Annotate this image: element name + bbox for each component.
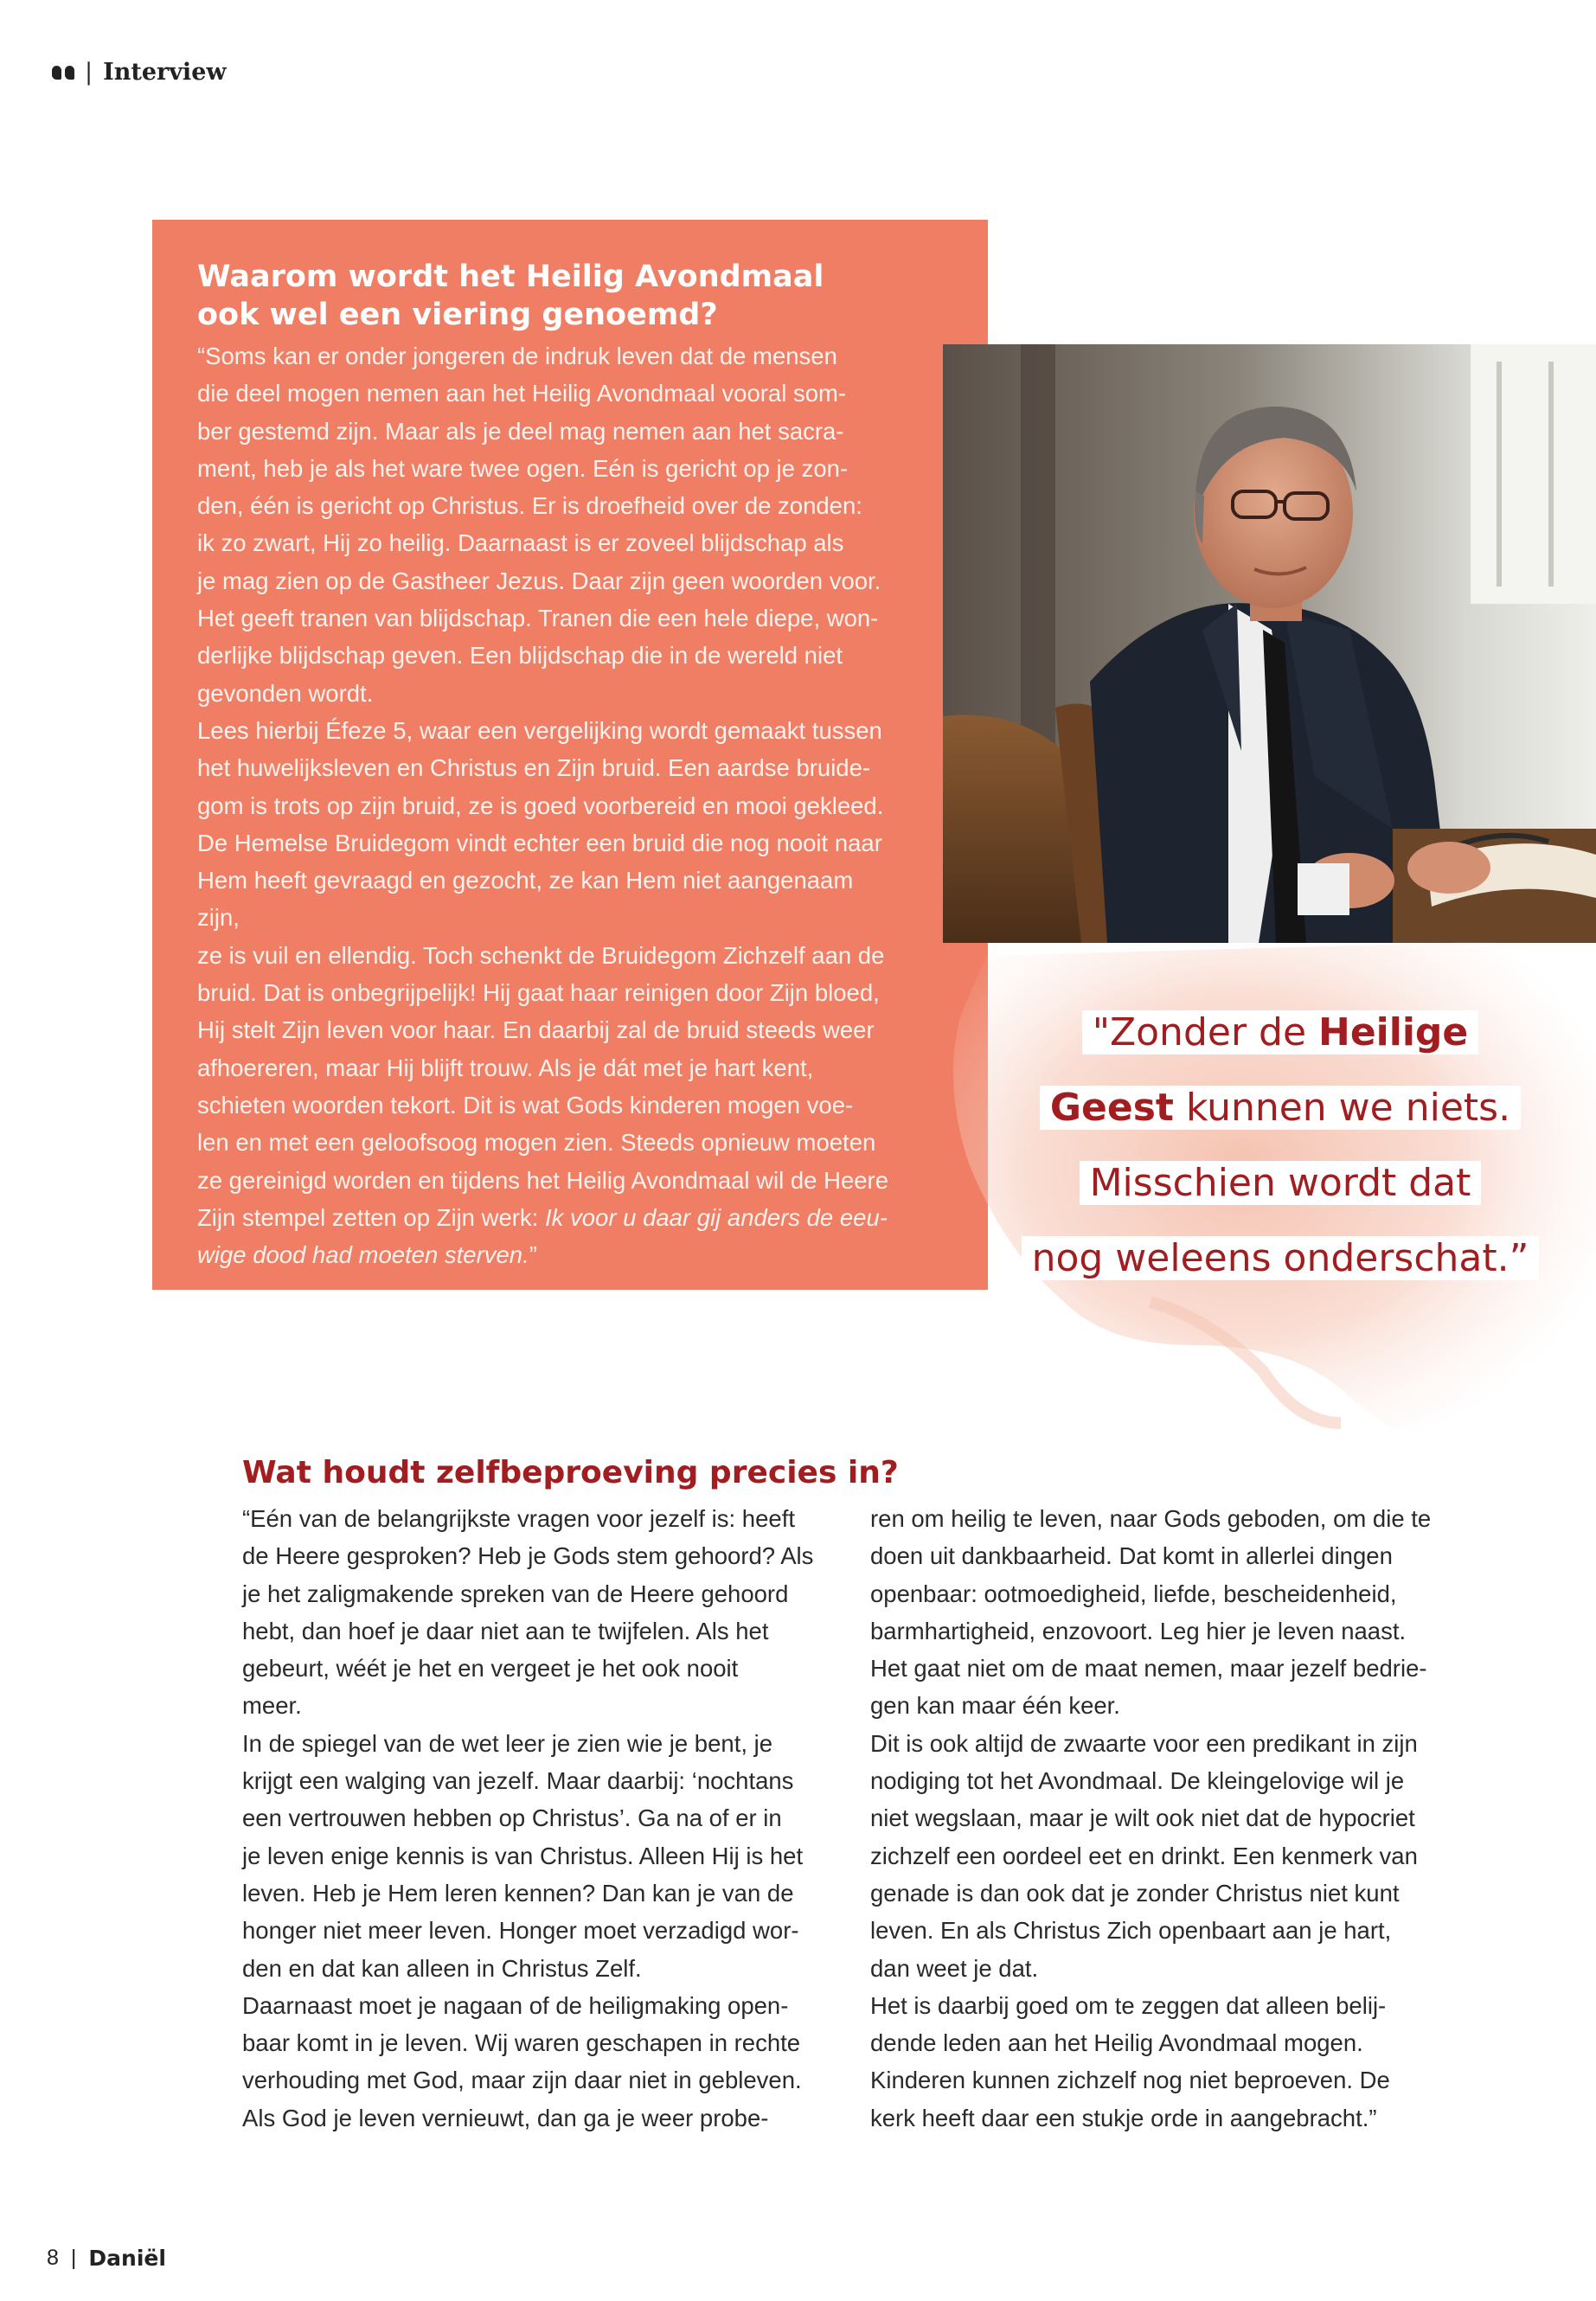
box-line-before-italic: Zijn stempel zetten op Zijn werk: [197, 1203, 545, 1231]
box-paragraph [197, 337, 889, 1273]
column-text-line: den en dat kan alleen in Christus Zelf. [242, 1954, 642, 1982]
column-text-line: openbaar: ootmoedigheid, liefde, bescheidenheid, [870, 1580, 1397, 1607]
box-text-line: Lees hierbij Éfeze 5, waar een vergelijking wordt gemaakt tussen [197, 716, 882, 744]
column-text-line: een vertrouwen hebben op Christus’. Ga na of er in [242, 1804, 782, 1832]
column-text-line: Kinderen kunnen zichzelf nog niet beproeven. De [870, 2067, 1390, 2094]
box-text-line: ik zo zwart, Hij zo heilig. Daarnaast is er zoveel blijdschap als [197, 529, 844, 557]
box-text-line: “Soms kan er onder jongeren de indruk leven dat de mensen [197, 343, 837, 369]
column-text-line: “Eén van de belangrijkste vragen voor jezelf is: heeft [242, 1505, 795, 1532]
box-text-line: afhoereren, maar Hij blijft trouw. Als je dát met je hart kent, [197, 1054, 814, 1081]
column-text-line: Het is daarbij goed om te zeggen dat alleen belij- [870, 1991, 1387, 2019]
column-text-line: Dit is ook altijd de zwaarte voor een predikant in zijn [870, 1729, 1418, 1757]
column-text-line: gen kan maar één keer. [870, 1692, 1120, 1720]
quote-marks-icon [52, 66, 74, 80]
magazine-name: Daniël [88, 2246, 166, 2271]
box-text-line: ze gereinigd worden en tijdens het Heilig Avondmaal wil de Heere [197, 1166, 889, 1194]
header-separator: | [85, 59, 93, 86]
interview-photo [943, 344, 1596, 943]
box-text-line: derlijke blijdschap geven. Een blijdschap die in de wereld niet [197, 642, 843, 670]
column-text-line: barmhartigheid, enzovoort. Leg hier je leven naast. [870, 1617, 1407, 1644]
column-text-line: baar komt in je leven. Wij waren geschapen in rechte [242, 2029, 801, 2057]
column-text-line: kerk heeft daar een stukje orde in aangebracht.” [870, 2104, 1377, 2131]
box-text-line: Hij stelt Zijn leven voor haar. En daarbij zal de bruid steeds weer [197, 1016, 875, 1044]
box-text-line: je mag zien op de Gastheer Jezus. Daar zijn geen woorden voor. [197, 567, 881, 594]
page-number: 8 [47, 2246, 59, 2270]
column-text-line: hebt, dan hoef je daar niet aan te twijfelen. Als het [242, 1617, 769, 1644]
column-text-line: de Heere gesproken? Heb je Gods stem gehoord? Als [242, 1542, 814, 1570]
box-text-line: De Hemelse Bruidegom vindt echter een bruid die nog nooit naar [197, 829, 882, 856]
column-text-line: Het gaat niet om de maat nemen, maar jezelf bedrie- [870, 1655, 1427, 1682]
box-text-line: gevonden wordt. [197, 679, 374, 707]
text-column-2 [870, 1500, 1445, 2137]
box-text-line: len en met een geloofsoog mogen zien. Steeds opnieuw moeten [197, 1129, 876, 1157]
pull-quote-text: "Zonder de [1092, 1010, 1318, 1054]
column-text-line: verhouding met God, maar zijn daar niet in gebleven. [242, 2067, 802, 2094]
column-text-line: je leven enige kennis is van Christus. Alleen Hij is het [242, 1842, 804, 1869]
column-text-line: nodiging tot het Avondmaal. De kleingelovige wil je [870, 1767, 1405, 1795]
column-text-line: Daarnaast moet je nagaan of de heiligmaking open- [242, 1991, 789, 2019]
box-text-line: die deel mogen nemen aan het Heilig Avondmaal vooral som- [197, 380, 847, 407]
footer-separator: | [70, 2246, 77, 2270]
column-text-line: krijgt een walging van jezelf. Maar daarbij: ‘nochtans [242, 1767, 794, 1795]
article-section [242, 1452, 1445, 2137]
column-text-line: niet wegslaan, maar je wilt ook niet dat de hypocriet [870, 1804, 1415, 1832]
pull-quote [1003, 995, 1557, 1296]
pull-quote-line-2 [1040, 1086, 1521, 1130]
column-text-line: Als God je leven vernieuwt, dan ga je weer probe- [242, 2104, 769, 2131]
box-text-line: ment, heb je als het ware twee ogen. Eén is gericht op je zon- [197, 454, 849, 482]
column-text-line: dende leden aan het Heilig Avondmaal mogen. [870, 2029, 1363, 2057]
box-text-line: het huwelijksleven en Christus en Zijn bruid. Een aardse bruide- [197, 754, 871, 782]
column-text-line: leven. En als Christus Zich openbaart aan je hart, [870, 1917, 1392, 1945]
box-text-line: Het geeft tranen van blijdschap. Tranen die een hele diepe, won- [197, 605, 879, 632]
column-text-line: honger niet meer leven. Honger moet verzadigd wor- [242, 1917, 799, 1945]
pull-quote-bold: Geest [1049, 1086, 1174, 1130]
text-column-1 [242, 1500, 817, 2137]
column-text-line: ren om heilig te leven, naar Gods geboden, om die te [870, 1505, 1432, 1532]
box-text-line: ber gestemd zijn. Maar als je deel mag nemen aan het sacra- [197, 417, 844, 445]
column-text-line: zichzelf een oordeel eet en drinkt. Een kenmerk van [870, 1842, 1418, 1869]
box-italic-1: Ik voor u daar gij anders de eeu- [544, 1203, 888, 1231]
box-closing: ” [529, 1241, 537, 1269]
box-text-line: ze is vuil en ellendig. Toch schenkt de Bruidegom Zichzelf aan de [197, 941, 885, 969]
section-title: Interview [103, 59, 227, 86]
column-text-line: dan weet je dat. [870, 1954, 1039, 1982]
pull-quote-bold: Heilige [1318, 1010, 1469, 1054]
photo-man-reading-bible [943, 344, 1596, 943]
box-text-line: Hem heeft gevraagd en gezocht, ze kan Hem niet aangenaam zijn, [197, 867, 854, 932]
column-text-line: genade is dan ook dat je zonder Christus niet kunt [870, 1879, 1400, 1907]
page-footer [47, 2246, 166, 2271]
pull-quote-line-1 [1082, 1010, 1479, 1054]
column-text-line: je het zaligmakende spreken van de Heere gehoord [242, 1580, 789, 1607]
pull-quote-line-4: nog weleens onderschat.” [1022, 1236, 1540, 1280]
orange-text-box [152, 220, 988, 1290]
column-text-line: leven. Heb je Hem leren kennen? Dan kan je van de [242, 1879, 794, 1907]
box-text-line: bruid. Dat is onbegrijpelijk! Hij gaat haar reinigen door Zijn bloed, [197, 979, 880, 1007]
column-text-line: gebeurt, wéét je het en vergeet je het ook nooit [242, 1655, 739, 1682]
box-heading: Waarom wordt het Heilig Avondmaal ook wel een viering genoemd? [197, 260, 824, 332]
section-heading: Wat houdt zelfbeproeving precies in? [242, 1455, 899, 1490]
column-text-line: In de spiegel van de wet leer je zien wie je bent, je [242, 1729, 773, 1757]
section-header [52, 59, 227, 86]
pull-quote-text: kunnen we niets. [1173, 1086, 1511, 1130]
box-text-line: schieten woorden tekort. Dit is wat Gods kinderen mogen voe- [197, 1091, 854, 1118]
column-text-line: meer. [242, 1692, 302, 1720]
pull-quote-line-3: Misschien wordt dat [1080, 1161, 1482, 1205]
column-text-line: doen uit dankbaarheid. Dat komt in allerlei dingen [870, 1542, 1393, 1570]
box-text-line: den, één is gericht op Christus. Er is droefheid over de zonden: [197, 492, 862, 520]
box-italic-2: wige dood had moeten sterven. [197, 1241, 529, 1269]
box-text-line: gom is trots op zijn bruid, ze is goed voorbereid en mooi gekleed. [197, 792, 884, 819]
